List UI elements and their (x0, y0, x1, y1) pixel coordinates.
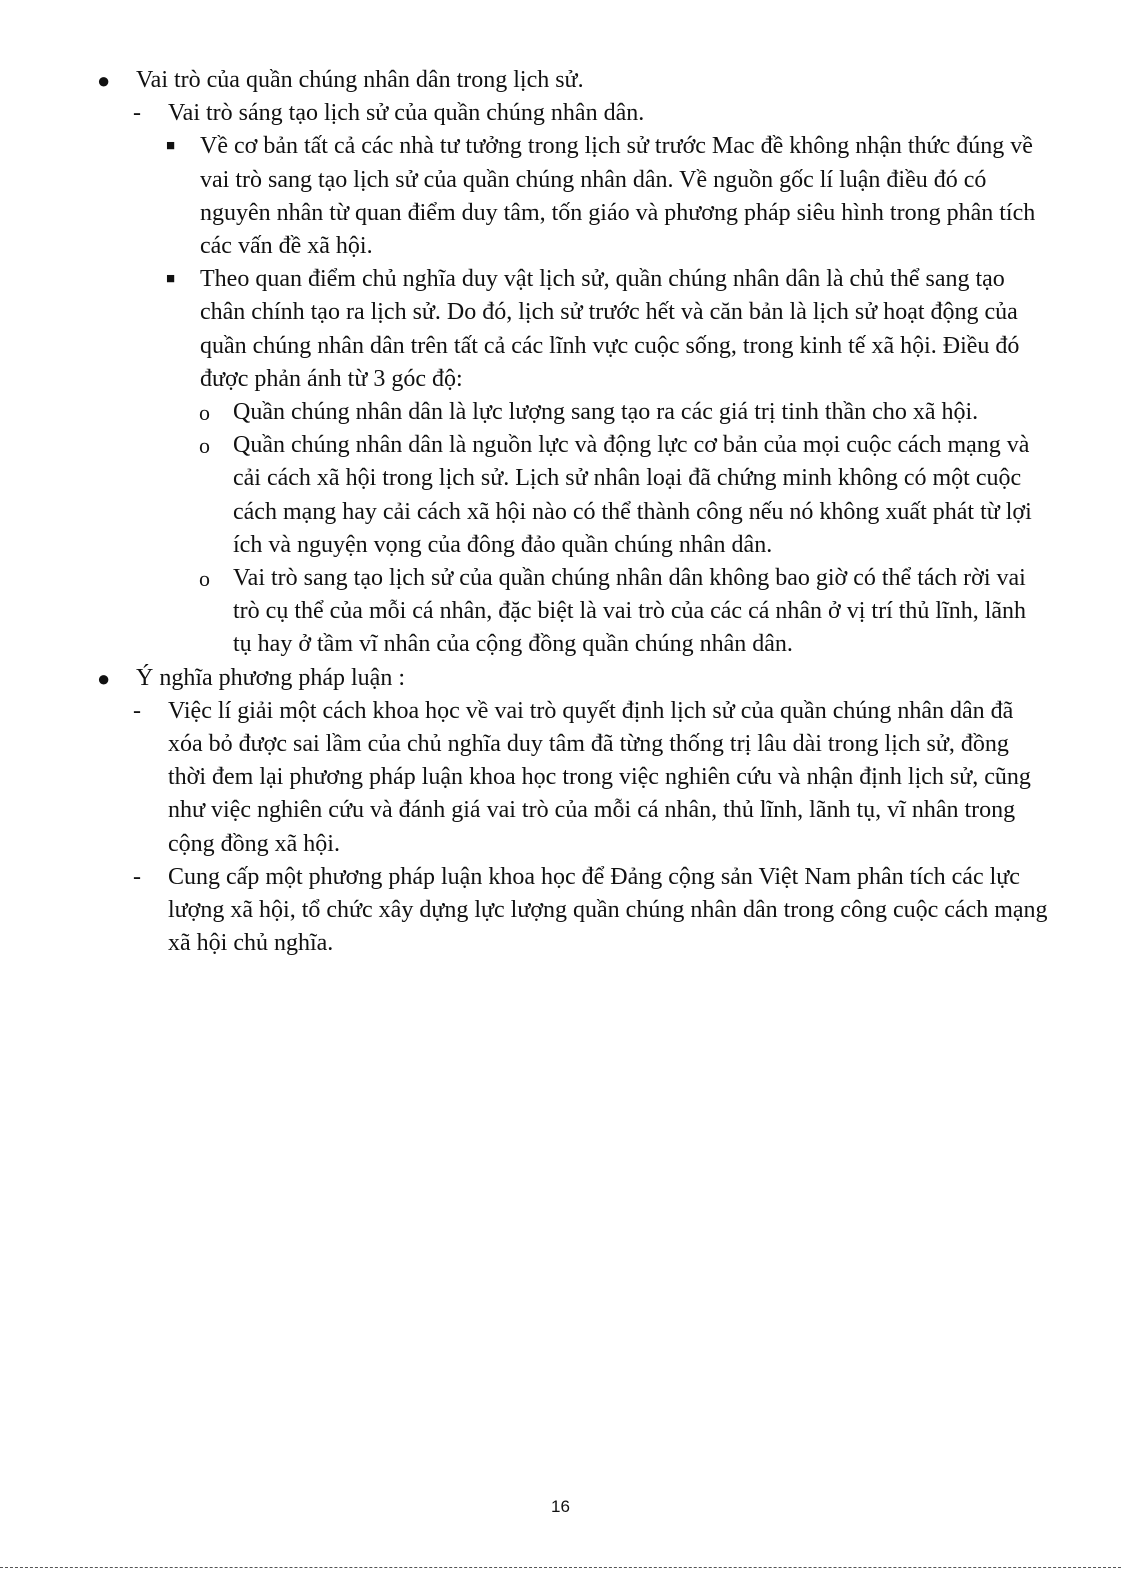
bullet-square-icon: ■ (166, 271, 176, 288)
bullet-circle-icon: o (199, 433, 210, 459)
section1-heading: Vai trò của quần chúng nhân dân trong lịch sử. (136, 67, 584, 93)
bullet-disc-icon: ● (97, 68, 111, 93)
page-divider (0, 1567, 1121, 1568)
bullet-circle-icon: o (199, 566, 210, 592)
angle-text: Quần chúng nhân dân là lực lượng sang tạo ra các giá trị tinh thần cho xã hội. (233, 399, 979, 426)
list-item-point2 (0, 263, 1050, 396)
bullet-disc-icon: ● (97, 665, 111, 691)
bullet-dash-icon: - (133, 863, 141, 890)
list-item-section1-heading (0, 64, 1036, 97)
list-item-point1 (0, 130, 1050, 263)
point1-text: Về cơ bản tất cả các nhà tư tưởng trong lịch sử trước Mac đề không nhận thức đúng về vai trò sang tạo lịch sử của quần chúng nhân dân. Về nguồn gốc lí luận điều đó có nguyên nhân từ quan điểm duy tâm, tốn giáo và phương pháp siêu hình trong phân tích các vấn đề xã hội. (200, 133, 1036, 260)
point2-text: Theo quan điểm chủ nghĩa duy vật lịch sử, quần chúng nhân dân là chủ thể sang tạo chân chính tạo ra lịch sử. Do đó, lịch sử trước hết và căn bản là lịch sử hoạt động của quần chúng nhân dân trên tất cả các lĩnh vực cuộc sống, trong kinh tế xã hội. Điều đó được phản ánh từ 3 góc độ: (200, 266, 1020, 392)
bullet-dash-icon: - (133, 100, 141, 127)
angle-text: Vai trò sang tạo lịch sử của quần chúng nhân dân không bao giờ có thể tách rời vai trò cụ thể của mỗi cá nhân, đặc biệt là vai trò của các cá nhân ở vị trí thủ lĩnh, lãnh tụ hay ở tầm vĩ nhân của cộng đồng quần chúng nhân dân. (233, 565, 1027, 658)
bullet-square-icon: ■ (166, 138, 176, 155)
list-item-angle-1 (0, 396, 1048, 429)
bullet-dash-icon: - (133, 697, 141, 724)
page-number: 16 (551, 1497, 570, 1516)
angle-text: Quần chúng nhân dân là nguồn lực và động lực cơ bản của mọi cuộc cách mạng và cải cách xã hội trong lịch sử. Lịch sử nhân loại đã chứng minh không có một cuộc cách mạng hay cải cách xã hội nào có thể thành công nếu nó không xuất phát từ lợi ích và nguyện vọng của đông đảo quần chúng nhân dân. (233, 432, 1032, 558)
list-item-section1-sub (0, 97, 1048, 130)
section1-subheading: Vai trò sáng tạo lịch sử của quần chúng nhân dân. (168, 100, 645, 127)
list-item-angle-3 (0, 562, 1048, 662)
list-item-section2-2 (0, 861, 1048, 961)
section2-item-text: Cung cấp một phương pháp luận khoa học để Đảng cộng sản Việt Nam phân tích các lực lượng xã hội, tổ chức xây dựng lực lượng quần chúng nhân dân trong công cuộc cách mạng xã hội chủ nghĩa. (168, 863, 1048, 957)
section2-item-text: Việc lí giải một cách khoa học về vai trò quyết định lịch sử của quần chúng nhân dân đã xóa bỏ được sai lầm của chủ nghĩa duy tâm đã từng thống trị lâu dài trong lịch sử, đồng thời đem lại phương pháp luận khoa học trong việc nghiên cứu và nhận định lịch sử, cũng như việc nghiên cứu và đánh giá vai trò của mỗi cá nhân, thủ lĩnh, lãnh tụ, vĩ nhân trong cộng đồng xã hội. (168, 697, 1031, 857)
document-body (0, 64, 1121, 960)
list-item-section2-1 (0, 695, 1048, 861)
section2-heading: Ý nghĩa phương pháp luận : (136, 664, 405, 691)
list-item-angle-2 (0, 429, 1048, 562)
list-item-section2-heading (0, 662, 1036, 695)
bullet-circle-icon: o (199, 400, 210, 426)
